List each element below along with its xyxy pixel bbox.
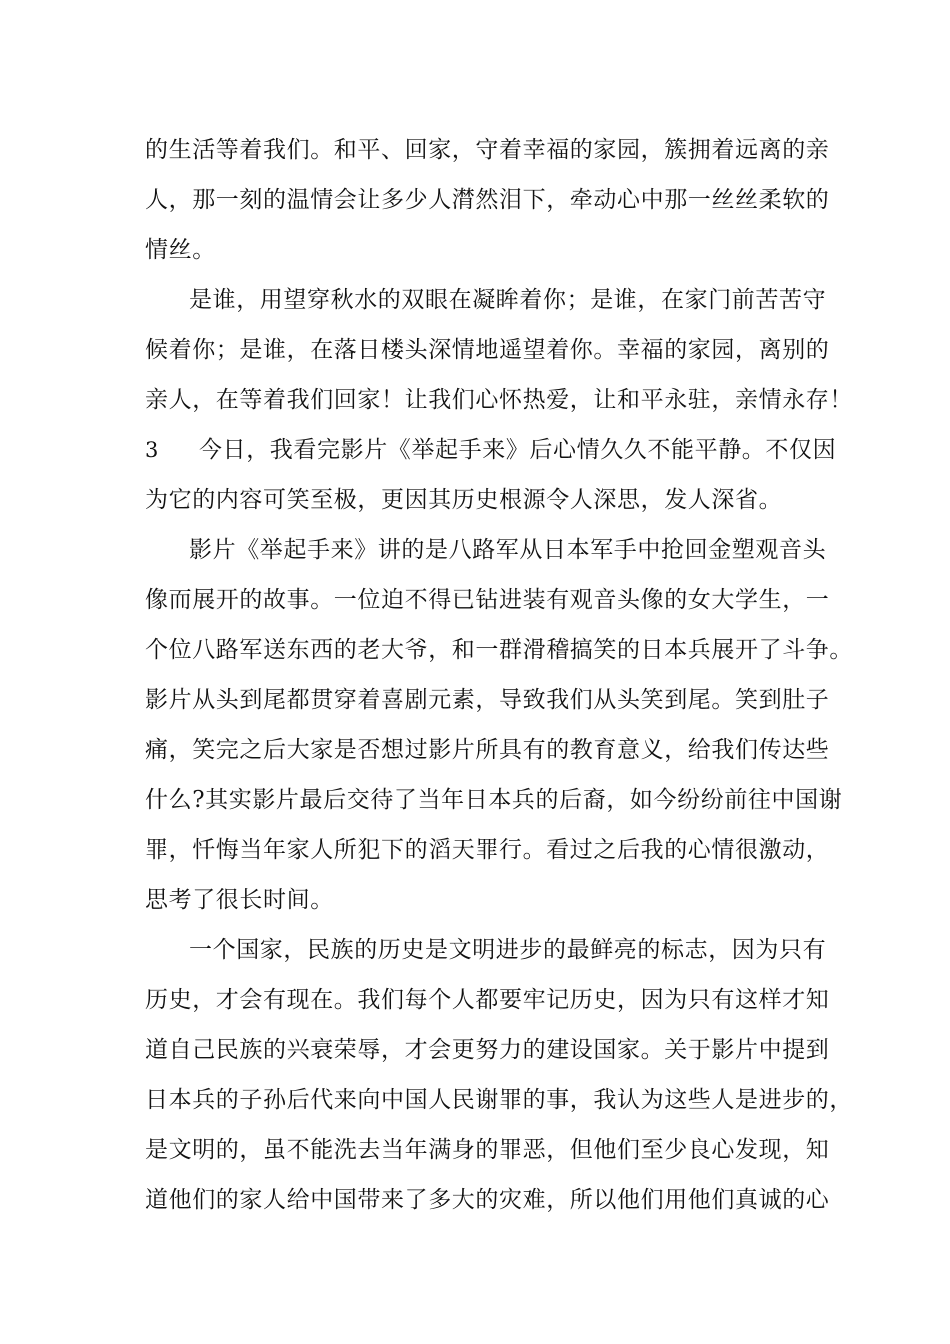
text-line: 情丝。 <box>145 237 216 263</box>
text-line: 个位八路军送东西的老大爷，和一群滑稽搞笑的日本兵展开了斗争。 <box>145 637 853 663</box>
text-line: 一个国家，民族的历史是文明进步的最鲜亮的标志，因为只有 <box>189 937 827 963</box>
text-line: 是文明的，虽不能洗去当年满身的罪恶，但他们至少良心发现，知 <box>145 1137 830 1163</box>
text-line: 今日，我看完影片《举起手来》后心情久久不能平静。不仅因 <box>199 437 837 463</box>
text-line: 的生活等着我们。和平、回家，守着幸福的家园，簇拥着远离的亲 <box>145 137 830 163</box>
text-line: 亲人，在等着我们回家！让我们心怀热爱，让和平永驻，亲情永存！ <box>145 387 853 413</box>
text-line: 是谁，用望穿秋水的双眼在凝眸着你；是谁，在家门前苦苦守 <box>189 287 827 313</box>
text-line: 人，那一刻的温情会让多少人潸然泪下，牵动心中那一丝丝柔软的 <box>145 187 830 213</box>
text-line: 什么?其实影片最后交待了当年日本兵的后裔，如今纷纷前往中国谢 <box>145 787 843 813</box>
text-line: 影片从头到尾都贯穿着喜剧元素，导致我们从头笑到尾。笑到肚子 <box>145 687 830 713</box>
text-line: 痛，笑完之后大家是否想过影片所具有的教育意义，给我们传达些 <box>145 737 830 763</box>
text-line: 像而展开的故事。一位迫不得已钻进装有观音头像的女大学生，一 <box>145 587 830 613</box>
text-line: 影片《举起手来》讲的是八路军从日本军手中抢回金塑观音头 <box>189 537 827 563</box>
text-line: 思考了很长时间。 <box>145 887 334 913</box>
text-line: 罪，忏悔当年家人所犯下的滔天罪行。看过之后我的心情很激动， <box>145 837 830 863</box>
text-line: 候着你；是谁，在落日楼头深情地遥望着你。幸福的家园，离别的 <box>145 337 830 363</box>
section-number: 3 <box>145 438 159 462</box>
text-line: 日本兵的子孙后代来向中国人民谢罪的事，我认为这些人是进步的， <box>145 1087 853 1113</box>
text-line: 历史，才会有现在。我们每个人都要牢记历史，因为只有这样才知 <box>145 987 830 1013</box>
text-line: 道自己民族的兴衰荣辱，才会更努力的建设国家。关于影片中提到 <box>145 1037 830 1063</box>
text-line: 为它的内容可笑至极，更因其历史根源令人深思，发人深省。 <box>145 487 783 513</box>
text-line: 道他们的家人给中国带来了多大的灾难，所以他们用他们真诚的心 <box>145 1187 830 1213</box>
